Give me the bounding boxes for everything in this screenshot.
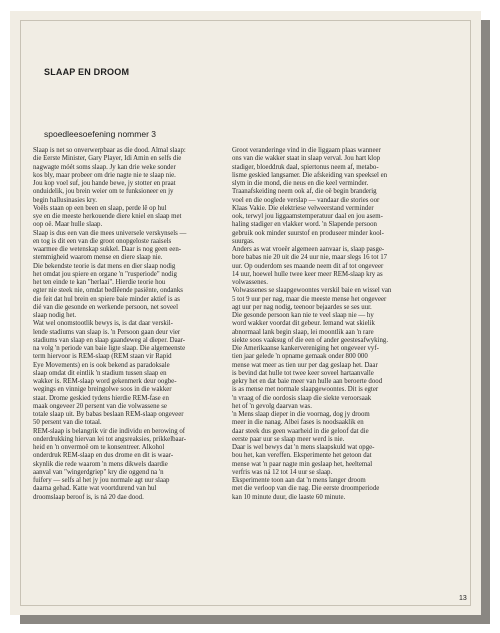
left-column [33, 147, 230, 502]
paragraph: Die Amerikaanse kankervereniging het ongeveer vyf- tien jaar gelede 'n opname gemaak onder 800 000 mense wat meer as tien uur per dag geslaap het. Daar is bevind dat hulle tot twee keer soveel hartaanvalle gekry het en dat baie meer van hulle aan beroerte dood is as mense met normale slaapgewoontes. Dit is egter 'n vraag of die oordosis slaap die siekte veroorsaak het of 'n gevolg daarvan was. [232, 345, 383, 410]
document-page [10, 11, 481, 615]
paragraph: Voëls staan op een been en slaap, perde lê op hul sye en die meeste herkouende diere kniel en slaap met oop oë. Maar hulle slaap. [33, 204, 182, 229]
paragraph: Wat wel onomstootlik bewys is, is dat daar verskil- lende stadiums van slaap is. 'n Persoon gaan deur vier stadiums van slaap en slaap gaandeweg al dieper. Daar- na volg 'n periode van baie ligte slaap. Die algemeenste term hiervoor is REM-slaap (REM staan vir Rapid Eye Movements) en is ook bekend as paradoksale slaap omdat dit eintlik 'n stadium tussen slaap en wakker is. REM-slaap word gekenmerk deur oogbe- wegings en vinnige breingolwe soos in die wakker staat. Drome geskied tydens hierdie REM-fase en maak ongeveer 20 persent van die volwassene se totale slaap uit. By babas beslaan REM-slaap ongeveer 50 persent van die totaal. [33, 320, 186, 427]
exercise-subtitle: spoedleesoefening nommer 3 [44, 129, 156, 139]
paragraph: Anders as wat vroeër algemeen aanvaar is, slaap pasge- bore babas nie 20 uit die 24 uur nie, maar slegs 16 tot 17 uur. Op ouderdom ses maande neem dit af tot ongeveer 14 uur, hoewel hulle twee keer meer REM-slaap kry as volwassenes. [232, 246, 388, 286]
page-number: 13 [459, 595, 467, 602]
paragraph: Slaap is dus een van die mees universele verskynsels — en tog is dit een van die groot onopgeloste raaisels waarmee die wetenskap sukkel. Daar is nog geen een- stemmigheid waarom mense en diere slaap nie. [33, 229, 187, 262]
paragraph: REM-slaap is belangrik vir die individu en berowing of onderdrukking hiervan lei tot angsreaksies, prikkelbaar- heid en 'n onvermoë om te konsentreer. Alkohol onderdruk REM-slaap en dus drome en dit is waar- skynlik die rede waarom 'n mens dikwels daardie aanval van "wingerdgriep" kry die oggend na 'n fuifery — selfs al het jy jou normale agt uur slaap daarna gehad. Katte wat voortdurend van hul droomslaap beroof is, is ná 20 dae dood. [33, 427, 187, 501]
paragraph: Slaap is net so onverwerpbaar as die dood. Almal slaap: die Eerste Minister, Gary Player, Idi Amin en selfs die nagwagte móét soms slaap. Jy kan drie weke sonder kos bly, maar probeer om drie nagte nie te slaap nie. Jou kop voel suf, jou hande bewe, jy stotter en praat onduidelik, jou brein weier om te funksioneer en jy begin hallusinasies kry. [33, 147, 186, 204]
paragraph: Eksperimente toon aan dat 'n mens langer droom met die verloop van die nag. Die eerste droomperiode kan 10 minute duur, die laaste 60 minute. [232, 477, 380, 501]
paragraph: 'n Mens slaap dieper in die voornag, dog jy droom meer in die nanag. Albei fases is noodsaaklik en daar steek dus geen waarheid in die geloof dat die eerste paar uur se slaap meer werd is nie. [232, 411, 370, 443]
paragraph: Die bekendste teorie is dat mens en dier slaap nodig het omdat jou spiere en organe 'n "rusperiode" nodig het ten einde te kan "herlaai". Hierdie teorie hou egter nie steek nie, omdat bedlêende pasiënte, ondanks die feit dat hul brein en spiere baie minder aktief is as dié van die gesonde en werkende persoon, net soveel slaap nodig het. [33, 262, 183, 319]
paragraph: Groot veranderinge vind in die liggaam plaas wanneer ons van die wakker staat in slaap verval. Jou hart klop stadiger, bloeddruk daal, spiertonus neem af, metabo- lisme geskied langsamer. Die afskeiding van speeksel en slym in die mond, die neus en die keel verminder. Traanafskeiding neem ook af, die oë begin branderig voel en die ooglede verslap — vandaar die stories oor Klaas Vakie. Die elektriese velweerstand verminder ook, terwyl jou liggaamstemperatuur daal en jou asem- haling stadiger en vlakker word. 'n Slapende persoon gebruik ook minder suurstof en produseer minder kool- suurgas. [232, 147, 388, 245]
right-column [232, 147, 430, 502]
paragraph: Die gesonde persoon kan nie te veel slaap nie — hy word wakker voordat dit gebeur. Iemand wat skielik abnormaal lank begin slaap, lei moontlik aan 'n rare siekte soos vaaksug of die een of ander geestesafwyking. [232, 312, 389, 344]
paragraph: Volwassenes se slaapgewoontes verskil baie en wissel van 5 tot 9 uur per nag, maar die meeste mense het ongeveer agt uur per nag nodig, teenoor bejaardes se ses uur. [232, 287, 392, 311]
paragraph: Daar is wel bewys dat 'n mens slaapskuld wat opge- bou het, kan vereffen. Eksperimente het getoon dat mense wat 'n paar nagte min geslaap het, heeltemal verfris was ná 12 tot 14 uur se slaap. [232, 444, 375, 476]
page-title: SLAAP EN DROOM [44, 67, 130, 77]
